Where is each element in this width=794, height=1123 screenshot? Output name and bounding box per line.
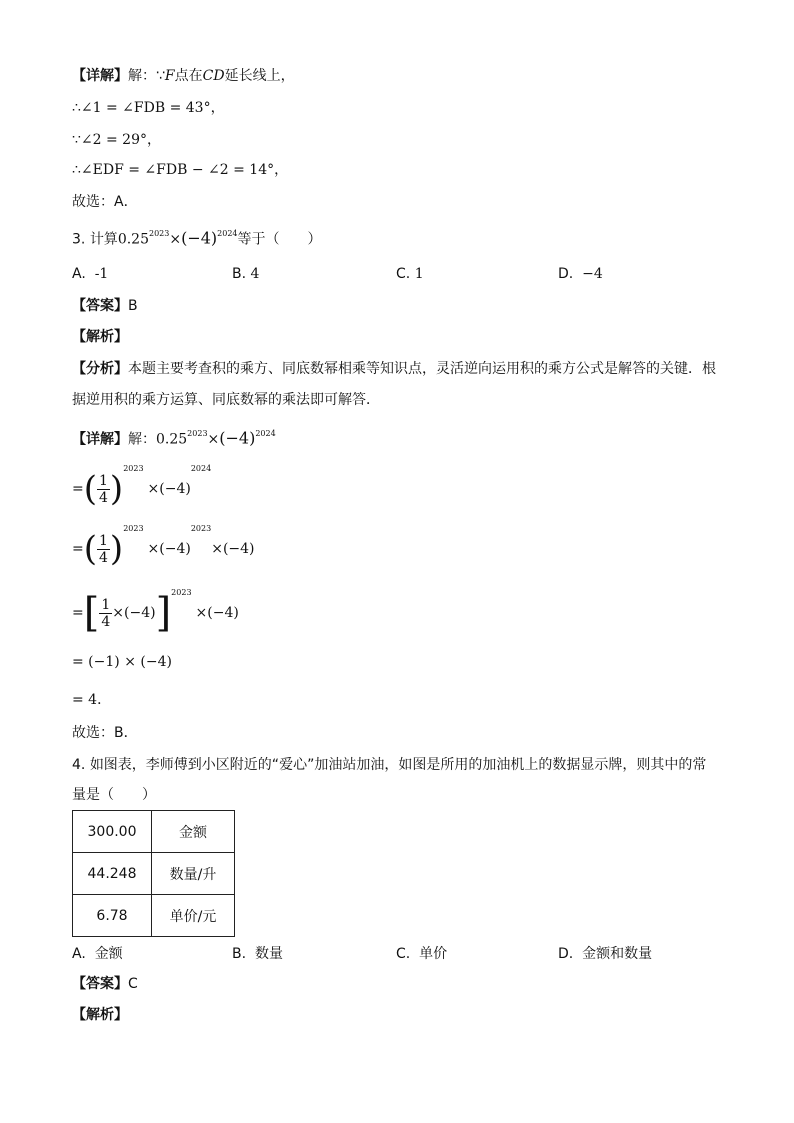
option-label: B. xyxy=(232,266,247,282)
option-text: 1 xyxy=(414,266,424,282)
option-d[interactable] xyxy=(558,264,603,284)
var-f: F xyxy=(164,68,175,84)
step-1: = ( $\frac{1}{4}$ ) 2023 × (−4) 2024 xyxy=(72,464,212,509)
detail-intro: 解： xyxy=(128,431,156,448)
option-label: D. xyxy=(558,266,574,282)
detail-label: 【详解】 xyxy=(72,431,128,448)
step-4: = (−1) × (−4) xyxy=(72,654,172,670)
question-4-stem-2: 量是（ ） xyxy=(72,787,156,803)
option-label: A. xyxy=(72,266,86,282)
analysis-heading xyxy=(72,327,128,347)
detail-line-2: ∴∠1 = ∠FDB = 43°， xyxy=(72,100,225,116)
fenxi-text: 本题主要考查积的乘方、同底数幂相乘等知识点，灵活逆向运用积的乘方公式是解答的关键．根 xyxy=(128,361,716,377)
exponent: 2024 xyxy=(190,464,212,473)
base-1: 0.25 xyxy=(117,231,149,248)
fenxi-label: 【分析】 xyxy=(72,361,128,377)
option-label: B. xyxy=(232,946,247,962)
option-label: C. xyxy=(396,946,411,962)
detail-line-1 xyxy=(72,66,295,86)
table-cell-value: 44.248 xyxy=(73,853,152,895)
base-2: (−4) xyxy=(219,428,256,448)
question-3-stem xyxy=(72,226,322,250)
option-text: 数量 xyxy=(254,946,283,962)
detail-text-end: 延长线上， xyxy=(224,68,295,84)
option-text: 金额和数量 xyxy=(582,946,653,962)
option-text: -1 xyxy=(94,266,109,282)
base: (−4) xyxy=(159,541,191,557)
table-row xyxy=(73,895,235,937)
exp-1: 2023 xyxy=(187,429,208,438)
option-a[interactable] xyxy=(72,944,123,964)
fraction: $\frac{1}{4}$ xyxy=(99,472,108,506)
analysis-label: 【解析】 xyxy=(72,329,128,345)
stem-post: 等于（ ） xyxy=(237,231,322,248)
stem-text: 如图表，李师傅到小区附近的“爱心”加油站加油，如图是所用的加油机上的数据显示牌，则其中的常 xyxy=(89,757,707,773)
step-5: = 4． xyxy=(72,692,112,708)
step-3: = [ $\frac{1}{4}$ ×(−4) ] 2023 ×(−4) xyxy=(72,588,239,636)
option-b[interactable] xyxy=(232,264,259,284)
answer-line xyxy=(72,296,138,316)
detail-text-mid: 点在 xyxy=(174,68,203,84)
detail-text: 解：∵ xyxy=(128,68,165,84)
answer-label: 【答案】 xyxy=(72,976,128,992)
question-number: 4. xyxy=(72,757,86,773)
detail-intro-line: 【详解】解：$0.25^{2023}\times(-4)^{2024}$ xyxy=(72,428,276,448)
table-row xyxy=(73,811,235,853)
fenxi-line-1 xyxy=(72,359,716,379)
table-cell-label: 金额 xyxy=(152,811,235,853)
table-cell-value: 300.00 xyxy=(73,811,152,853)
exp-1: 2023 xyxy=(148,229,170,238)
var-cd: CD xyxy=(202,68,225,84)
question-number: 3. xyxy=(72,231,86,248)
answer-line xyxy=(72,974,138,994)
table-row xyxy=(73,853,235,895)
analysis-label: 【解析】 xyxy=(72,1007,128,1023)
inner-factor: ×(−4) xyxy=(112,605,156,621)
choice-line: 故选：A． xyxy=(72,194,138,210)
base-1: 0.25 xyxy=(156,431,188,448)
option-label: A. xyxy=(72,946,86,962)
table-cell-label: 单价/元 xyxy=(152,895,235,937)
fraction: $\frac{1}{4}$ xyxy=(99,532,108,566)
exponent: 2023 xyxy=(171,588,192,597)
factor: ×(−4) xyxy=(195,605,239,621)
exp-2: 2024 xyxy=(217,229,238,238)
answer-value: C xyxy=(128,976,138,992)
option-c[interactable] xyxy=(396,944,447,964)
option-text: 金额 xyxy=(94,946,123,962)
option-d[interactable] xyxy=(558,944,652,964)
choice-line: 故选：B． xyxy=(72,725,138,741)
fuel-display-table xyxy=(72,810,235,937)
stem-pre: 计算 xyxy=(89,231,118,248)
option-label: C. xyxy=(396,266,411,282)
option-text: 单价 xyxy=(419,946,448,962)
detail-line-3: ∵∠2 = 29°， xyxy=(72,132,161,148)
base: (−4) xyxy=(159,481,191,497)
fraction: $\frac{1}{4}$ xyxy=(101,596,111,630)
exponent: 2023 xyxy=(123,524,144,533)
times-sign: × xyxy=(169,231,182,248)
option-text: −4 xyxy=(582,266,603,282)
exp-2: 2024 xyxy=(255,429,276,438)
table-cell-value: 6.78 xyxy=(73,895,152,937)
analysis-heading xyxy=(72,1005,128,1025)
exponent: 2023 xyxy=(123,464,144,473)
base-2: (−4) xyxy=(181,228,218,248)
detail-line-4: ∴∠EDF = ∠FDB − ∠2 = 14°， xyxy=(72,162,289,178)
option-a[interactable] xyxy=(72,264,108,284)
factor: (−4) xyxy=(222,541,255,557)
option-text: 4 xyxy=(250,266,260,282)
answer-value: B xyxy=(128,298,138,314)
table-cell-label: 数量/升 xyxy=(152,853,235,895)
answer-label: 【答案】 xyxy=(72,298,128,314)
exponent: 2023 xyxy=(190,524,212,533)
fenxi-line-2: 据逆用积的乘方运算、同底数幂的乘法即可解答． xyxy=(72,392,380,408)
option-c[interactable] xyxy=(396,264,424,284)
option-label: D. xyxy=(558,946,574,962)
question-4-stem-1 xyxy=(72,755,706,775)
step-2: = ( $\frac{1}{4}$ ) 2023 × (−4) 2023 × (−4) xyxy=(72,524,255,569)
detail-label: 【详解】 xyxy=(72,68,128,84)
option-b[interactable] xyxy=(232,944,283,964)
